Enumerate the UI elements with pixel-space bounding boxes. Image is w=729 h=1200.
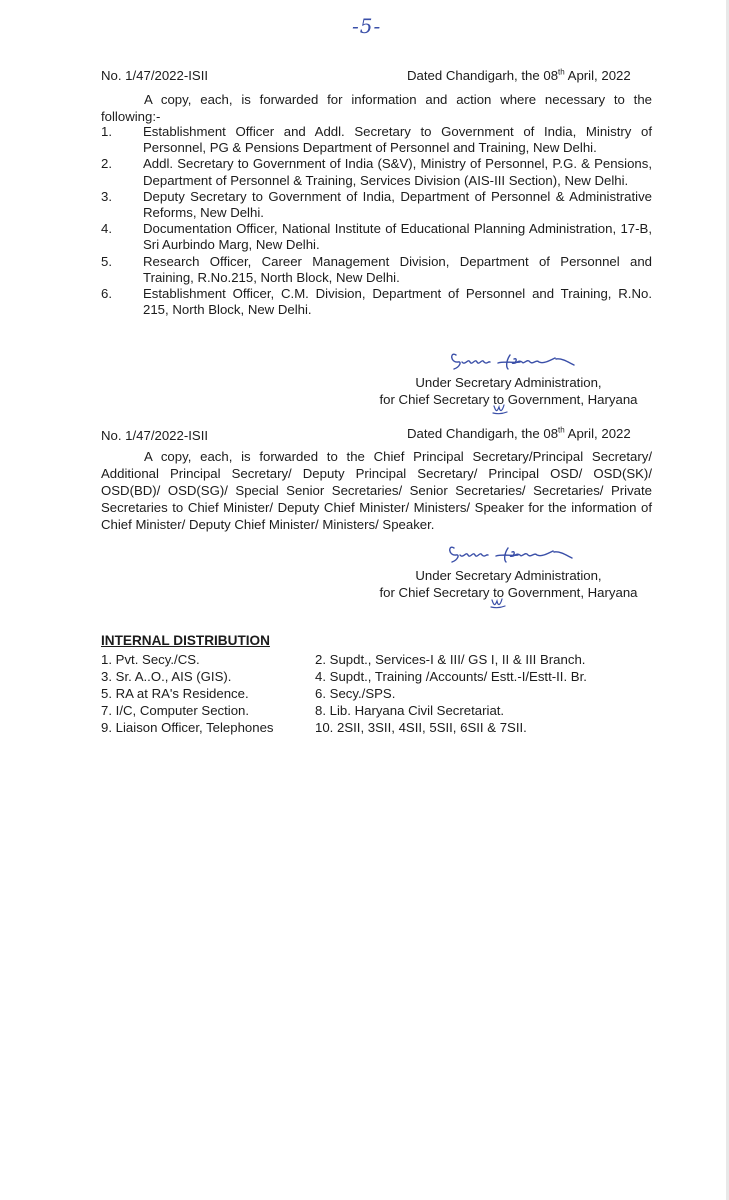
initials-mark [492,402,508,416]
signatory-office: for Chief Secretary to Government, Haryana [379,585,638,600]
list-item: 4. Supdt., Training /Accounts/ Estt.-I/Estt-II. Br. [315,669,587,684]
signatory-title: Under Secretary Administration, [415,375,602,390]
list-item: 8. Lib. Haryana Civil Secretariat. [315,703,505,718]
list-item: 3. Sr. A..O., AIS (GIS). [101,669,232,684]
forwarding-paragraph: A copy, each, is forwarded to the Chief Principal Secretary/Principal Secretary/ Additional Principal Secretary/ Deputy Principal Secretary/ Principal OSD/ OSD(SK)/ OSD(BD)/ OSD(SG)/ Special Senior Secretaries/ Senior Secretaries/ Secretaries/ Private Secretaries to Chief Minister/ Deputy Chief Minister/ Ministers/ Speaker for the information of Chief Minister/ Deputy Chief Minister/ Ministers/ Speaker. [101,449,652,532]
list-item: 2. Supdt., Services-I & III/ GS I, II & III Branch. [315,652,586,667]
handwritten-signature [446,540,586,566]
list-item: 5. RA at RA's Residence. [101,686,249,701]
initials-mark [490,596,506,610]
signatory-office: for Chief Secretary to Government, Haryana [379,392,638,407]
list-item: 9. Liaison Officer, Telephones [101,720,274,735]
recipients-list [101,124,652,318]
dated-line: Dated Chandigarh, the 08th April, 2022 [407,67,631,83]
list-item: 6. Establishment Officer, C.M. Division, Department of Personnel and Training, R.No. 215, North Block, New Delhi. [101,286,652,318]
list-item: 10. 2SII, 3SII, 4SII, 5SII, 6SII & 7SII. [315,720,527,735]
list-item: 5. Research Officer, Career Management Division, Department of Personnel and Training, R.No.215, North Block, New Delhi. [101,253,652,285]
distribution-list-right [315,651,587,736]
reference-number: No. 1/47/2022-ISII [101,428,209,443]
signatory-block [360,567,657,601]
list-item: 2. Addl. Secretary to Government of India (S&V), Ministry of Personnel, P.G. & Pensions, Department of Personnel & Training, Services Division (AIS-III Section), New Delhi. [101,156,652,188]
list-item: 4. Documentation Officer, National Institute of Educational Planning Administration, 17-B, Sri Aurbindo Marg, New Delhi. [101,221,652,253]
list-item: 7. I/C, Computer Section. [101,703,250,718]
list-item: 1. Establishment Officer and Addl. Secretary to Government of India, Ministry of Personnel, PG & Pensions Department of Personnel and Training, New Delhi. [101,124,652,156]
page-number: -5- [352,14,382,38]
reference-number: No. 1/47/2022-ISII [101,68,209,83]
signatory-block [360,374,657,408]
handwritten-signature [448,347,588,373]
signatory-title: Under Secretary Administration, [415,568,602,583]
dated-line: Dated Chandigarh, the 08th April, 2022 [407,425,631,441]
distribution-list-left [101,651,274,736]
list-item: 3. Deputy Secretary to Government of India, Department of Personnel & Administrative Reforms, New Delhi. [101,188,652,221]
list-item: 6. Secy./SPS. [315,686,396,701]
internal-distribution-heading: INTERNAL DISTRIBUTION [101,633,270,648]
list-item: 1. Pvt. Secy./CS. [101,652,200,667]
forwarding-paragraph: A copy, each, is forwarded for information and action where necessary to the following:- [101,92,652,124]
